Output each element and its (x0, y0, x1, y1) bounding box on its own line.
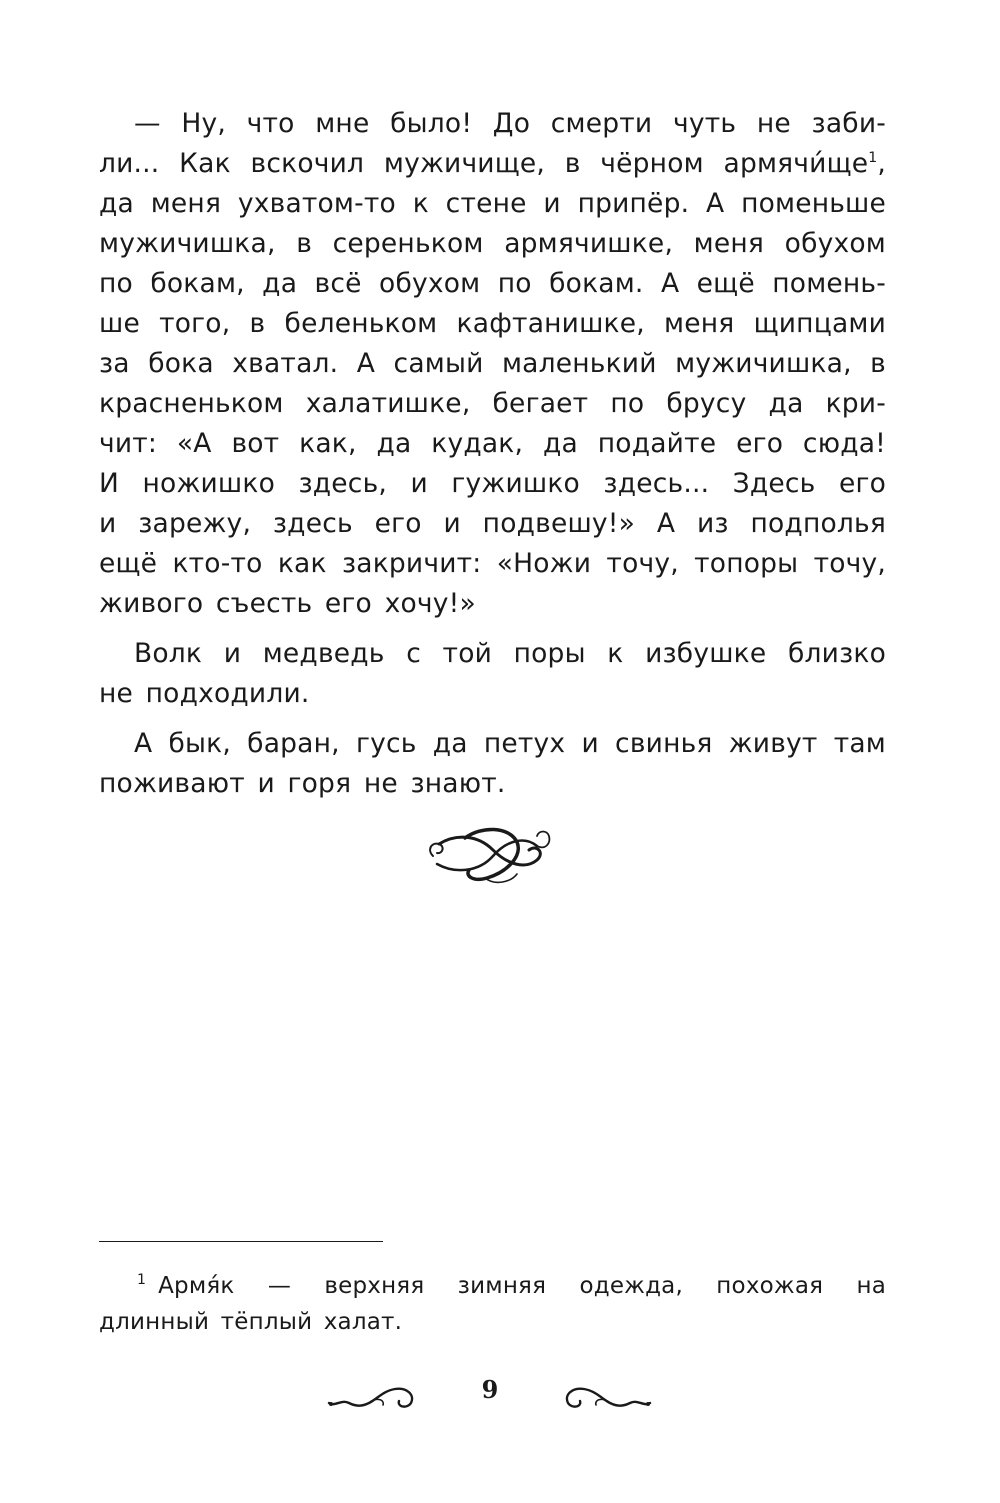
text-line: ше того, в беленьком кафтанишке, меня щипцами (99, 308, 886, 339)
text-line: А бык, баран, гусь да петух и свинья живут там (134, 728, 886, 759)
swirl-right-icon (562, 1377, 654, 1417)
text-line: ещё кто-то как закричит: «Ножи точу, топоры точу, (99, 548, 886, 579)
footnote-divider (99, 1241, 383, 1242)
text-line: живого съесть его хочу!» (99, 588, 476, 619)
text-line: чит: «А вот как, да кудак, да подайте его сюда! (99, 428, 886, 459)
page-number: 9 (481, 1375, 499, 1404)
text-line: по бокам, да всё обухом по бокам. А ещё помень- (99, 268, 886, 299)
text-line-with-footnote (99, 144, 886, 184)
text-line: красненьком халатишке, бегает по брусу да кри- (99, 388, 886, 419)
text-line: — Ну, что мне было! До смерти чуть не заби- (134, 108, 886, 139)
text-line: да меня ухватом-то к стене и припёр. А поменьше (99, 188, 886, 219)
text-line: поживают и горя не знают. (99, 768, 506, 799)
footnote-ref-suffix: , (877, 148, 886, 179)
paragraph-2 (99, 634, 886, 714)
text-line: за бока хватал. А самый маленький мужичишка, в (99, 348, 886, 379)
paragraph-1 (99, 104, 886, 624)
story-text (99, 104, 886, 814)
footnote-mark: 1 (137, 1272, 147, 1289)
text-line: не подходили. (99, 678, 310, 709)
text-line-content: ли... Как вскочил мужичище, в чёрном армячи́ще (99, 148, 869, 179)
text-line: И ножишко здесь, и гужишко здесь... Здесь его (99, 468, 886, 499)
text-line: мужичишка, в сереньком армячишке, меня обухом (99, 228, 886, 259)
page-footer (320, 1365, 660, 1425)
text-line: Волк и медведь с той поры к избушке близко (134, 638, 886, 669)
footnote-line: длинный тёплый халат. (99, 1309, 403, 1335)
footnote-line (99, 1268, 886, 1304)
footnote-reference: 1 (868, 150, 878, 167)
footnote (99, 1268, 886, 1340)
paragraph-3 (99, 724, 886, 804)
text-line: и зарежу, здесь его и подвешу!» А из подполья (99, 508, 886, 539)
footnote-text: Армя́к — верхняя зимняя одежда, похожая на (158, 1273, 886, 1299)
flourish-ornament-icon (425, 820, 557, 888)
